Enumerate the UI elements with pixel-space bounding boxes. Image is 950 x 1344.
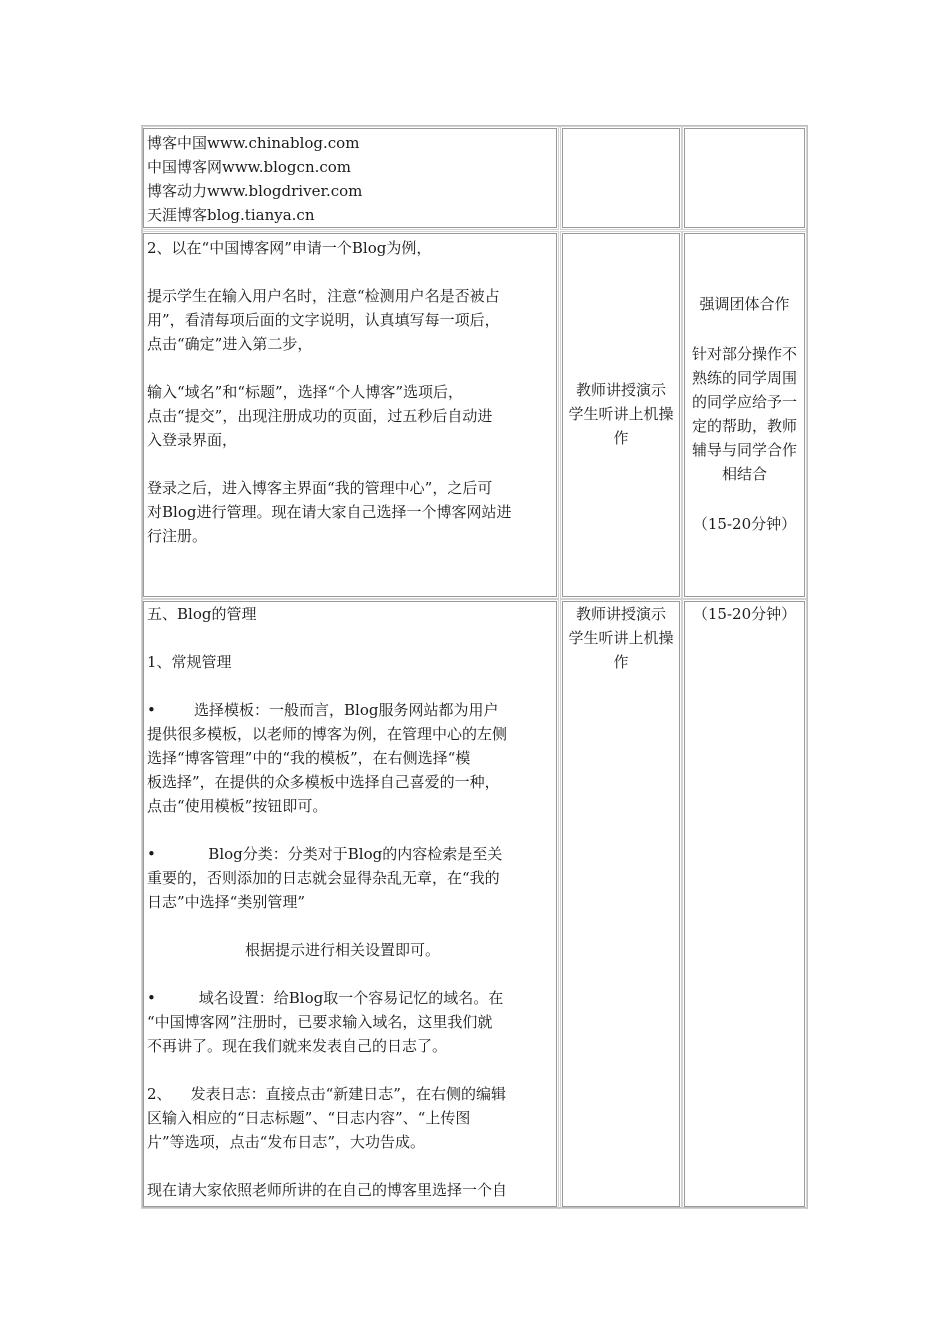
text-line: 不再讲了。现在我们就来发表自己的日志了。 <box>147 1037 448 1055</box>
blog-site-line: 博客中国www.chinablog.com <box>147 134 360 152</box>
text-line: 板选择”，在提供的众多模板中选择自己喜爱的一种， <box>147 773 500 791</box>
row3-method-cell <box>562 601 680 1207</box>
text-line: 区输入相应的“日志标题”、“日志内容”、“上传图 <box>147 1109 471 1127</box>
teaching-method: 教师讲授演示 学生听讲上机操 作 <box>568 605 674 671</box>
text-line: 登录之后，进入博客主界面“我的管理中心”，之后可 <box>147 479 493 497</box>
teaching-method: 教师讲授演示 学生听讲上机操 作 <box>568 381 674 447</box>
blog-management <box>147 602 507 1202</box>
row1-note-cell <box>684 128 805 228</box>
row2-method-cell <box>562 233 680 597</box>
text-line: 对Blog进行管理。现在请大家自己选择一个博客网站进 <box>147 503 512 521</box>
text-line: 点击“确定”进入第二步， <box>147 335 313 353</box>
subsection-title: 1、常规管理 <box>147 653 232 671</box>
time-allocation: （15-20分钟） <box>692 605 797 623</box>
text-line: 入登录界面， <box>147 431 238 449</box>
indented-text: 根据提示进行相关设置即可。 <box>245 941 441 959</box>
row1-method-cell <box>562 128 680 228</box>
text-line: • 域名设置：给Blog取一个容易记忆的域名。在 <box>147 989 504 1007</box>
blog-site-line: 中国博客网www.blogcn.com <box>147 158 352 176</box>
row2-note-cell <box>684 233 805 597</box>
text-line: 行注册。 <box>147 527 208 545</box>
row2-content-cell <box>143 233 557 597</box>
text-line: • Blog分类：分类对于Blog的内容检索是至关 <box>147 845 503 863</box>
text-line: “中国博客网”注册时，已要求输入域名，这里我们就 <box>147 1013 493 1031</box>
row3-note-cell <box>684 601 805 1207</box>
registration-steps <box>147 236 511 548</box>
assistance-note: 针对部分操作不 熟练的同学周围 的同学应给予一 定的帮助，教师 辅导与同学合作 相结合 <box>691 345 797 483</box>
text-line: 2、 发表日志：直接点击“新建日志”，在右侧的编辑 <box>147 1085 506 1103</box>
row3-content-cell <box>143 601 557 1207</box>
blog-site-list <box>147 131 362 227</box>
text-line: 重要的，否则添加的日志就会显得杂乱无章，在“我的 <box>147 869 500 887</box>
text-line: 现在请大家依照老师所讲的在自己的博客里选择一个自 <box>147 1181 508 1199</box>
text-line: 提示学生在输入用户名时，注意“检测用户名是否被占 <box>147 287 500 305</box>
text-line: • 选择模板：一般而言，Blog服务网站都为用户 <box>147 701 499 719</box>
teamwork-note: 强调团体合作 <box>699 295 790 313</box>
blog-site-line: 天涯博客blog.tianya.cn <box>147 206 315 224</box>
blog-site-line: 博客动力www.blogdriver.com <box>147 182 363 200</box>
step-heading: 2、以在“中国博客网”申请一个Blog为例， <box>147 239 432 257</box>
text-line: 片”等选项，点击“发布日志”，大功告成。 <box>147 1133 426 1151</box>
text-line: 点击“使用模板”按钮即可。 <box>147 797 328 815</box>
text-line: 点击“提交”，出现注册成功的页面，过五秒后自动进 <box>147 407 493 425</box>
row1-content-cell <box>143 128 557 228</box>
section-title: 五、Blog的管理 <box>147 605 257 623</box>
text-line: 日志”中选择“类别管理” <box>147 893 306 911</box>
text-line: 选择“博客管理”中的“我的模板”，在右侧选择“模 <box>147 749 471 767</box>
text-line: 输入“域名”和“标题”，选择“个人博客”选项后， <box>147 383 464 401</box>
time-allocation: （15-20分钟） <box>692 515 797 533</box>
text-line: 用”，看清每项后面的文字说明，认真填写每一项后， <box>147 311 500 329</box>
text-line: 提供很多模板，以老师的博客为例，在管理中心的左侧 <box>147 725 508 743</box>
